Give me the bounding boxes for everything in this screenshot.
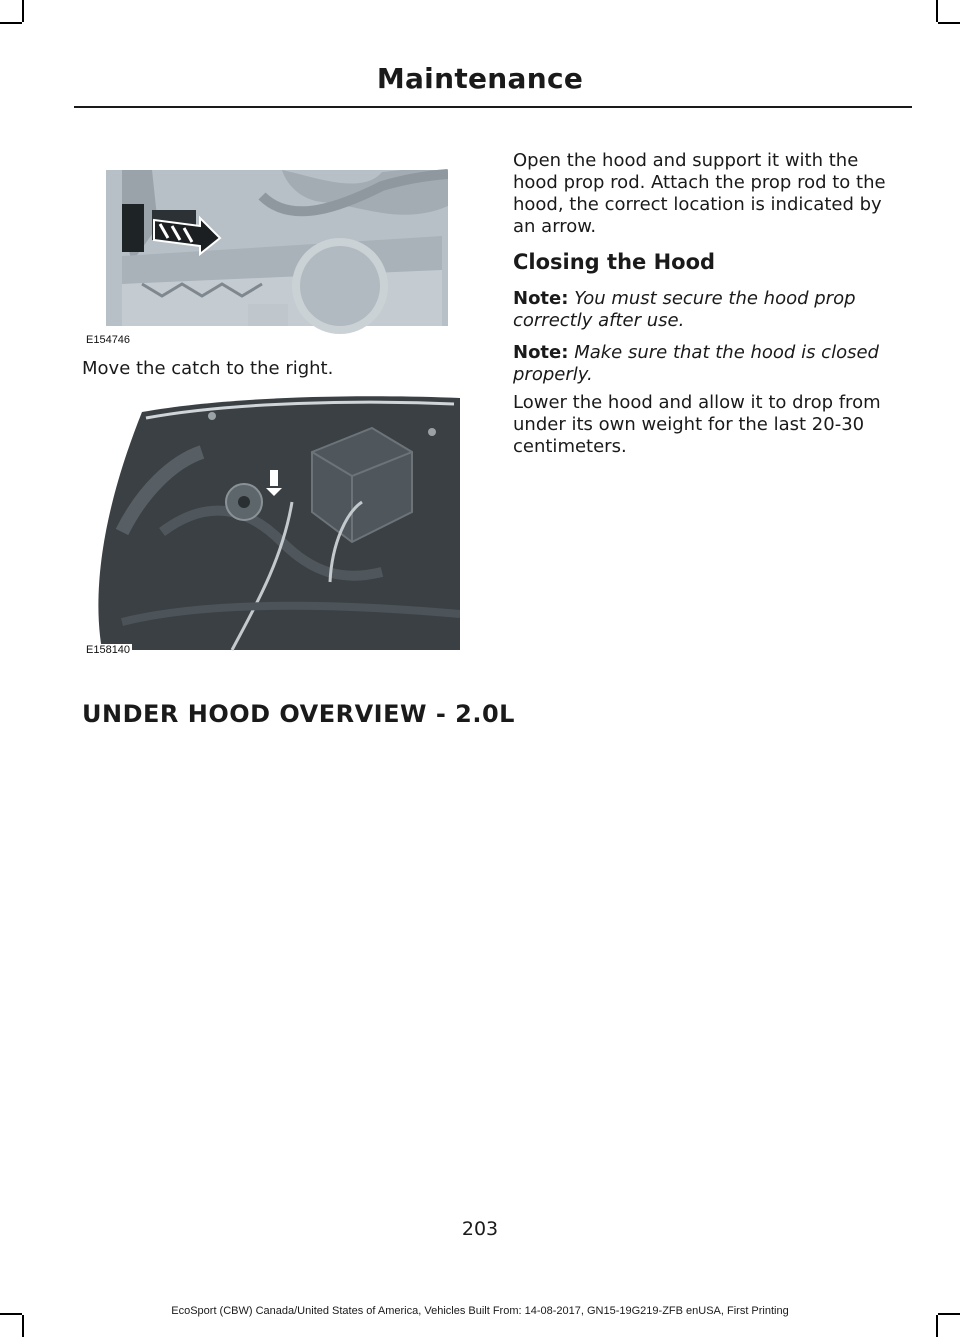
figure-code-1: E154746	[86, 334, 131, 346]
move-catch-text: Move the catch to the right.	[82, 358, 334, 379]
crop-mark-bottom-left	[22, 1315, 24, 1337]
section-title: Maintenance	[376, 62, 584, 95]
note-text: You must secure the hood prop correctly after use.	[513, 288, 856, 331]
crop-mark-top-left-h	[0, 22, 22, 24]
note-closed-properly	[513, 342, 905, 386]
note-secure-prop	[513, 288, 905, 332]
closing-hood-heading: Closing the Hood	[513, 250, 716, 274]
lower-hood-text: Lower the hood and allow it to drop from under its own weight for the last 20-30 centimeters.	[513, 392, 881, 457]
crop-mark-top-right-h	[938, 22, 960, 24]
note-text: Make sure that the hood is closed properly.	[513, 342, 879, 385]
hood-underside-illustration	[82, 392, 460, 658]
figure-code-2: E158140	[86, 644, 131, 656]
note-label: Note:	[513, 288, 569, 309]
page-number: 203	[461, 1218, 499, 1240]
header-rule	[74, 106, 912, 108]
under-hood-overview-heading: UNDER HOOD OVERVIEW - 2.0L	[82, 700, 515, 728]
crop-mark-top-left	[22, 0, 24, 22]
hood-catch-illustration	[82, 166, 448, 348]
hood-underside-figure	[82, 392, 460, 658]
crop-mark-bottom-right	[936, 1315, 938, 1337]
note-label: Note:	[513, 342, 569, 363]
hood-catch-figure	[82, 166, 448, 348]
print-info: EcoSport (CBW) Canada/United States of America, Vehicles Built From: 14-08-2017, GN15-19G219-ZFB enUSA, First Printing	[171, 1305, 789, 1317]
open-hood-text: Open the hood and support it with the hood prop rod. Attach the prop rod to the hood, the correct location is indicated by an arrow.	[513, 150, 886, 237]
crop-mark-top-right	[936, 0, 938, 22]
